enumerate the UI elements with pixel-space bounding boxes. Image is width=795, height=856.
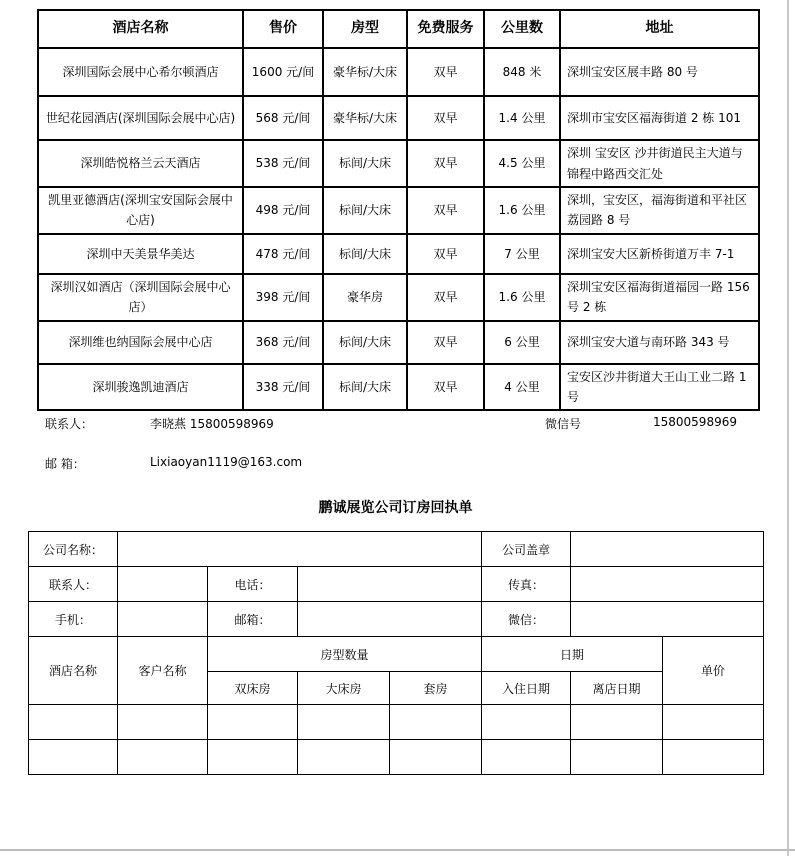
distance-cell: 7 公里 xyxy=(484,234,560,274)
page-right-edge xyxy=(787,0,789,856)
price-cell: 478 元/间 xyxy=(243,234,323,274)
price-cell: 368 元/间 xyxy=(243,321,323,364)
entry-input-cell[interactable] xyxy=(29,740,118,775)
distance-cell: 1.6 公里 xyxy=(484,274,560,321)
price-cell: 538 元/间 xyxy=(243,140,323,187)
king-room-column-header: 大床房 xyxy=(298,672,390,705)
table-row xyxy=(38,274,759,321)
unit-price-column-header: 单价 xyxy=(663,637,764,705)
entry-input-cell[interactable] xyxy=(298,705,390,740)
distance-cell: 4.5 公里 xyxy=(484,140,560,187)
address-cell: 深圳宝安大道与南环路 343 号 xyxy=(560,321,759,364)
hotel-name-cell: 世纪花园酒店(深圳国际会展中心店) xyxy=(38,96,243,140)
entry-input-cell[interactable] xyxy=(482,740,571,775)
date-group-header: 日期 xyxy=(482,637,663,672)
mobile-input-cell[interactable] xyxy=(118,602,208,637)
distance-cell: 6 公里 xyxy=(484,321,560,364)
table-row xyxy=(29,532,764,567)
free-service-cell: 双早 xyxy=(407,234,484,274)
booking-receipt-table xyxy=(28,531,764,775)
header-hotel-name: 酒店名称 xyxy=(38,10,243,48)
room-type-cell: 豪华标/大床 xyxy=(323,48,407,96)
wechat-label: 微信： xyxy=(482,602,571,637)
email-value: Lixiaoyan1119@163.com xyxy=(150,455,303,469)
contact-label: 联系人： xyxy=(29,567,118,602)
table-row xyxy=(29,602,764,637)
free-service-cell: 双早 xyxy=(407,364,484,411)
distance-cell: 1.6 公里 xyxy=(484,187,560,234)
entry-input-cell[interactable] xyxy=(118,705,208,740)
wechat-input-cell[interactable] xyxy=(571,602,764,637)
entry-input-cell[interactable] xyxy=(118,740,208,775)
entry-input-cell[interactable] xyxy=(390,705,482,740)
entry-input-cell[interactable] xyxy=(663,740,764,775)
table-row xyxy=(38,96,759,140)
contact-person-label: 联系人： xyxy=(45,417,94,431)
address-cell: 深圳宝安区展丰路 80 号 xyxy=(560,48,759,96)
room-type-cell: 标间/大床 xyxy=(323,364,407,411)
entry-input-cell[interactable] xyxy=(482,705,571,740)
page-bottom-edge xyxy=(0,849,795,851)
contact-input-cell[interactable] xyxy=(118,567,208,602)
address-cell: 深圳宝安大区新桥街道万丰 7-1 xyxy=(560,234,759,274)
room-type-cell: 标间/大床 xyxy=(323,140,407,187)
entry-input-cell[interactable] xyxy=(571,740,663,775)
email-input-cell[interactable] xyxy=(298,602,482,637)
email-label: 邮箱： xyxy=(208,602,298,637)
table-row xyxy=(38,140,759,187)
address-cell: 深圳 宝安区 沙井街道民主大道与锦程中路西交汇处 xyxy=(560,140,759,187)
empty-entry-row xyxy=(29,705,764,740)
table-row xyxy=(38,234,759,274)
free-service-cell: 双早 xyxy=(407,187,484,234)
fax-label: 传真： xyxy=(482,567,571,602)
hotel-name-cell: 深圳骏逸凯迪酒店 xyxy=(38,364,243,411)
entry-input-cell[interactable] xyxy=(571,705,663,740)
entry-input-cell[interactable] xyxy=(208,705,298,740)
price-cell: 568 元/间 xyxy=(243,96,323,140)
table-row xyxy=(29,567,764,602)
room-quantity-group-header: 房型数量 xyxy=(208,637,482,672)
table-row xyxy=(38,48,759,96)
distance-cell: 1.4 公里 xyxy=(484,96,560,140)
hotel-name-cell: 深圳汉如酒店（深圳国际会展中心店） xyxy=(38,274,243,321)
fax-input-cell[interactable] xyxy=(571,567,764,602)
hotel-name-cell: 深圳皓悦格兰云天酒店 xyxy=(38,140,243,187)
suite-column-header: 套房 xyxy=(390,672,482,705)
free-service-cell: 双早 xyxy=(407,140,484,187)
header-free-service: 免费服务 xyxy=(407,10,484,48)
company-name-label: 公司名称： xyxy=(29,532,118,567)
free-service-cell: 双早 xyxy=(407,48,484,96)
entry-input-cell[interactable] xyxy=(208,740,298,775)
empty-entry-row xyxy=(29,740,764,775)
price-cell: 398 元/间 xyxy=(243,274,323,321)
phone-input-cell[interactable] xyxy=(298,567,482,602)
header-address: 地址 xyxy=(560,10,759,48)
wechat-value: 15800598969 xyxy=(653,415,737,429)
price-cell: 338 元/间 xyxy=(243,364,323,411)
address-cell: 宝安区沙井街道大王山工业二路 1 号 xyxy=(560,364,759,411)
room-type-cell: 豪华房 xyxy=(323,274,407,321)
checkin-date-column-header: 入住日期 xyxy=(482,672,571,705)
address-cell: 深圳市宝安区福海街道 2 栋 101 xyxy=(560,96,759,140)
hotel-name-cell: 凯里亚德酒店(深圳宝安国际会展中心店) xyxy=(38,187,243,234)
hotel-name-column-header: 酒店名称 xyxy=(29,637,118,705)
free-service-cell: 双早 xyxy=(407,321,484,364)
contact-person-value: 李晓燕 15800598969 xyxy=(150,417,274,431)
room-type-cell: 标间/大床 xyxy=(323,187,407,234)
company-name-input-cell[interactable] xyxy=(118,532,482,567)
entry-input-cell[interactable] xyxy=(29,705,118,740)
room-type-cell: 标间/大床 xyxy=(323,234,407,274)
table-row xyxy=(38,187,759,234)
phone-label: 电话： xyxy=(208,567,298,602)
distance-cell: 4 公里 xyxy=(484,364,560,411)
hotel-table-header-row xyxy=(38,10,759,48)
free-service-cell: 双早 xyxy=(407,274,484,321)
twin-room-column-header: 双床房 xyxy=(208,672,298,705)
price-cell: 498 元/间 xyxy=(243,187,323,234)
company-seal-label: 公司盖章 xyxy=(482,532,571,567)
room-type-cell: 标间/大床 xyxy=(323,321,407,364)
hotel-name-cell: 深圳中天美景华美达 xyxy=(38,234,243,274)
email-label: 邮 箱： xyxy=(45,457,85,471)
hotel-price-table xyxy=(37,9,760,411)
distance-cell: 848 米 xyxy=(484,48,560,96)
free-service-cell: 双早 xyxy=(407,96,484,140)
address-cell: 深圳宝安区福海街道福园一路 156 号 2 栋 xyxy=(560,274,759,321)
wechat-label: 微信号 xyxy=(545,417,582,431)
customer-name-column-header: 客户名称 xyxy=(118,637,208,705)
hotel-name-cell: 深圳维也纳国际会展中心店 xyxy=(38,321,243,364)
hotel-name-cell: 深圳国际会展中心希尔顿酒店 xyxy=(38,48,243,96)
table-header-row xyxy=(29,637,764,672)
checkout-date-column-header: 离店日期 xyxy=(571,672,663,705)
address-cell: 深圳，宝安区，福海街道和平社区荔园路 8 号 xyxy=(560,187,759,234)
header-room-type: 房型 xyxy=(323,10,407,48)
header-distance: 公里数 xyxy=(484,10,560,48)
entry-input-cell[interactable] xyxy=(298,740,390,775)
table-row xyxy=(38,321,759,364)
receipt-form-title: 鹏诚展览公司订房回执单 xyxy=(318,500,473,516)
header-price: 售价 xyxy=(243,10,323,48)
entry-input-cell[interactable] xyxy=(390,740,482,775)
room-type-cell: 豪华标/大床 xyxy=(323,96,407,140)
entry-input-cell[interactable] xyxy=(663,705,764,740)
company-seal-input-cell[interactable] xyxy=(571,532,764,567)
table-row xyxy=(38,364,759,411)
price-cell: 1600 元/间 xyxy=(243,48,323,96)
mobile-label: 手机： xyxy=(29,602,118,637)
